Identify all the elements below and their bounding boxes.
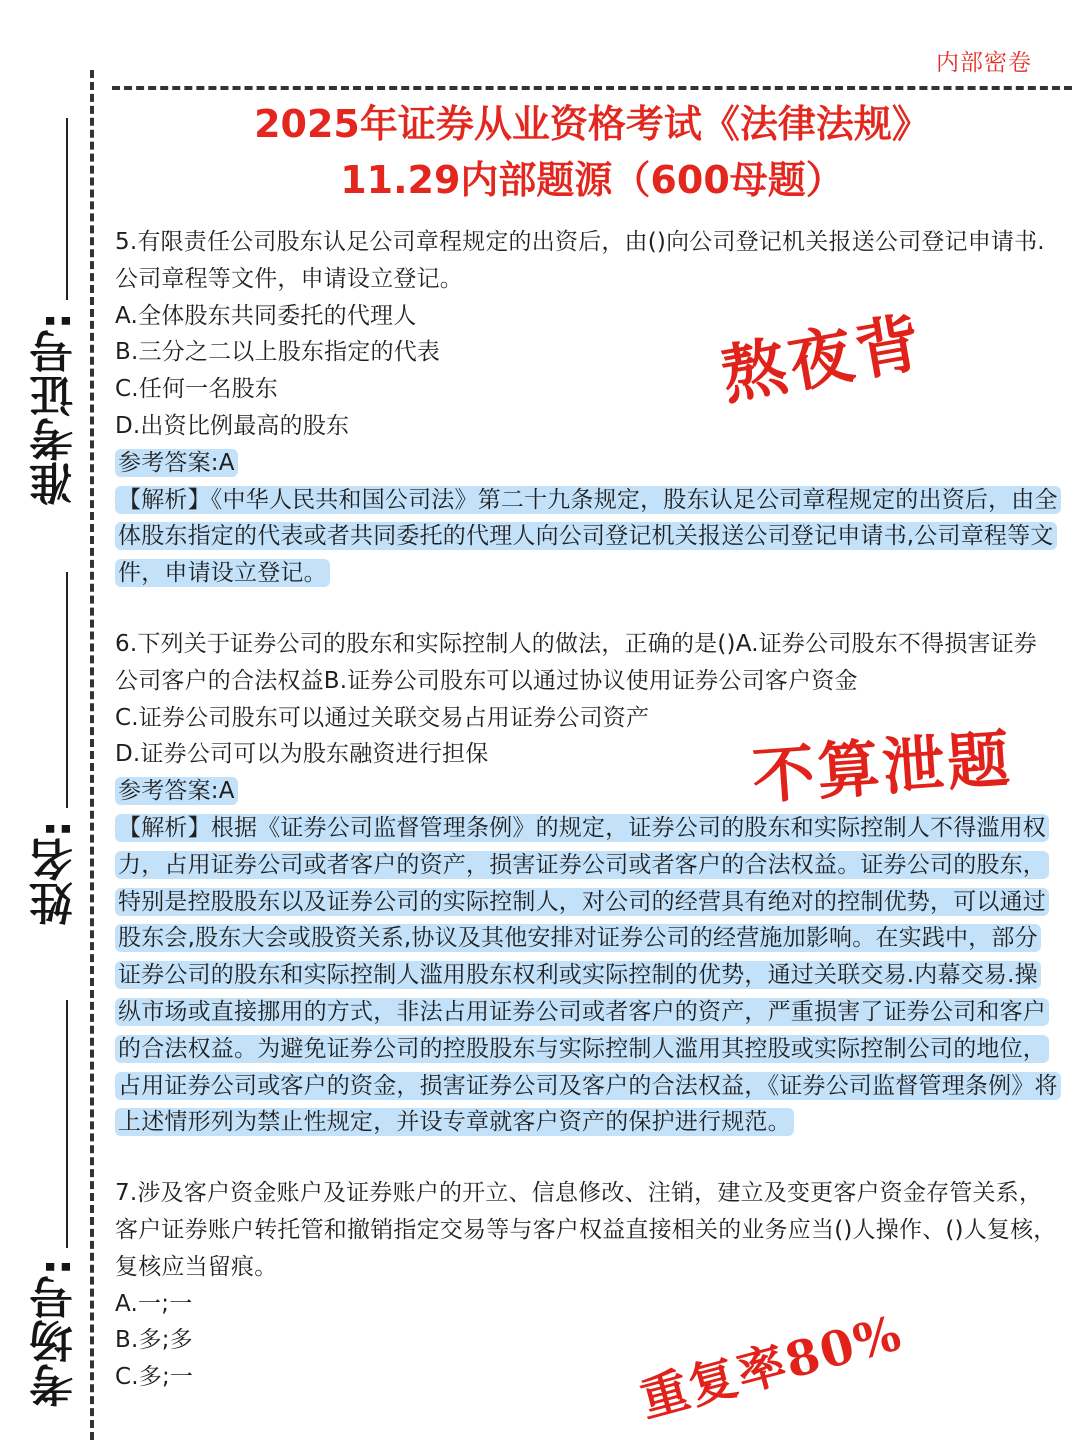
q5-option-d: D.出资比例最高的股东 (115, 412, 350, 439)
handwritten-annotation-repeat-rate: 重复率80% (634, 1305, 909, 1429)
q5-option-c: C.任何一名股东 (115, 376, 278, 403)
name-line (66, 572, 68, 808)
q5-answer: 参考答案:A (115, 449, 238, 477)
q6-option-c: C.证券公司股东可以通过关联交易占用证券公司资产 (115, 704, 650, 731)
q7-option-a: A.一;一 (115, 1290, 193, 1317)
spacer (115, 592, 1060, 626)
q6-answer: 参考答案:A (115, 777, 238, 805)
handwritten-annotation-not-leak: 不算泄题 (750, 722, 1015, 813)
name-label: 姓名: (30, 820, 81, 926)
handwritten-annotation-stay-up: 熬夜背 (715, 304, 930, 415)
exam-room-line (66, 1000, 68, 1248)
admission-number-label: 准考证号: (30, 312, 81, 506)
spacer (115, 1141, 1060, 1175)
confidential-stamp: 内部密卷 (936, 50, 1032, 76)
top-dashed-border (112, 86, 1072, 90)
q6-analysis: 【解析】根据《证券公司监督管理条例》的规定，证券公司的股东和实际控制人不得滥用权力，占用证券公司或者客户的资产，损害证券公司或者客户的合法权益。证券公司的股东，特别是控股股东以及证券公司的实际控制人，对公司的经营具有绝对的控制优势，可以通过股东会,股东大会或股资关系,协议及其他安排对证券公司的经营施加影响。在实践中，部分证券公司的股东和实际控制人滥用股东权利或实际控制的优势，通过关联交易.内幕交易.操纵市场或直接挪用的方式，非法占用证券公司或者客户的资产，严重损害了证券公司和客户的合法权益。为避免证券公司的控股股东与实际控制人滥用其控股或实际控制公司的地位，占用证券公司或客户的资金，损害证券公司及客户的合法权益，《证券公司监督管理条例》将上述情形列为禁止性规定，并设专章就客户资产的保护进行规范。 (115, 814, 1061, 1136)
admission-number-line (66, 118, 68, 300)
q6-analysis-line (115, 810, 1060, 1141)
q5-stem: 5.有限责任公司股东认足公司章程规定的出资后，由()向公司登记机关报送公司登记申请书.公司章程等文件，申请设立登记。 (115, 229, 1045, 292)
q6-option-d: D.证券公司可以为股东融资进行担保 (115, 741, 489, 768)
title-line-1: 2025年证券从业资格考试《法律法规》 (254, 102, 930, 146)
q6-stem: 6.下列关于证券公司的股东和实际控制人的做法，正确的是()A.证券公司股东不得损害证券公司客户的合法权益B.证券公司股东可以通过协议使用证券公司客户资金 (115, 630, 1038, 694)
q5-option-a: A.全体股东共同委托的代理人 (115, 302, 417, 329)
question-content (115, 224, 1060, 1396)
q5-analysis-line (115, 482, 1060, 592)
q7-stem: 7.涉及客户资金账户及证券账户的开立、信息修改、注销，建立及变更客户资金存管关系，客户证券账户转托管和撤销指定交易等与客户权益直接相关的业务应当()人操作、()人复核，复核应当留痕。 (115, 1180, 1057, 1280)
q5-analysis: 【解析】《中华人民共和国公司法》第二十九条规定，股东认足公司章程规定的出资后，由全体股东指定的代表或者共同委托的代理人向公司登记机关报送公司登记申请书,公司章程等文件，申请设立登记。 (115, 486, 1061, 588)
left-dashed-border (90, 70, 94, 1440)
q5-option-b: B.三分之二以上股东指定的代表 (115, 339, 441, 366)
exam-room-label: 考场号: (30, 1258, 81, 1408)
page-title (112, 96, 1072, 208)
q7-option-c: C.多;一 (115, 1364, 194, 1391)
title-line-2: 11.29内部题源（600母题） (340, 158, 844, 202)
q5-answer-line (115, 445, 1060, 482)
q7-option-b: B.多;多 (115, 1327, 193, 1354)
